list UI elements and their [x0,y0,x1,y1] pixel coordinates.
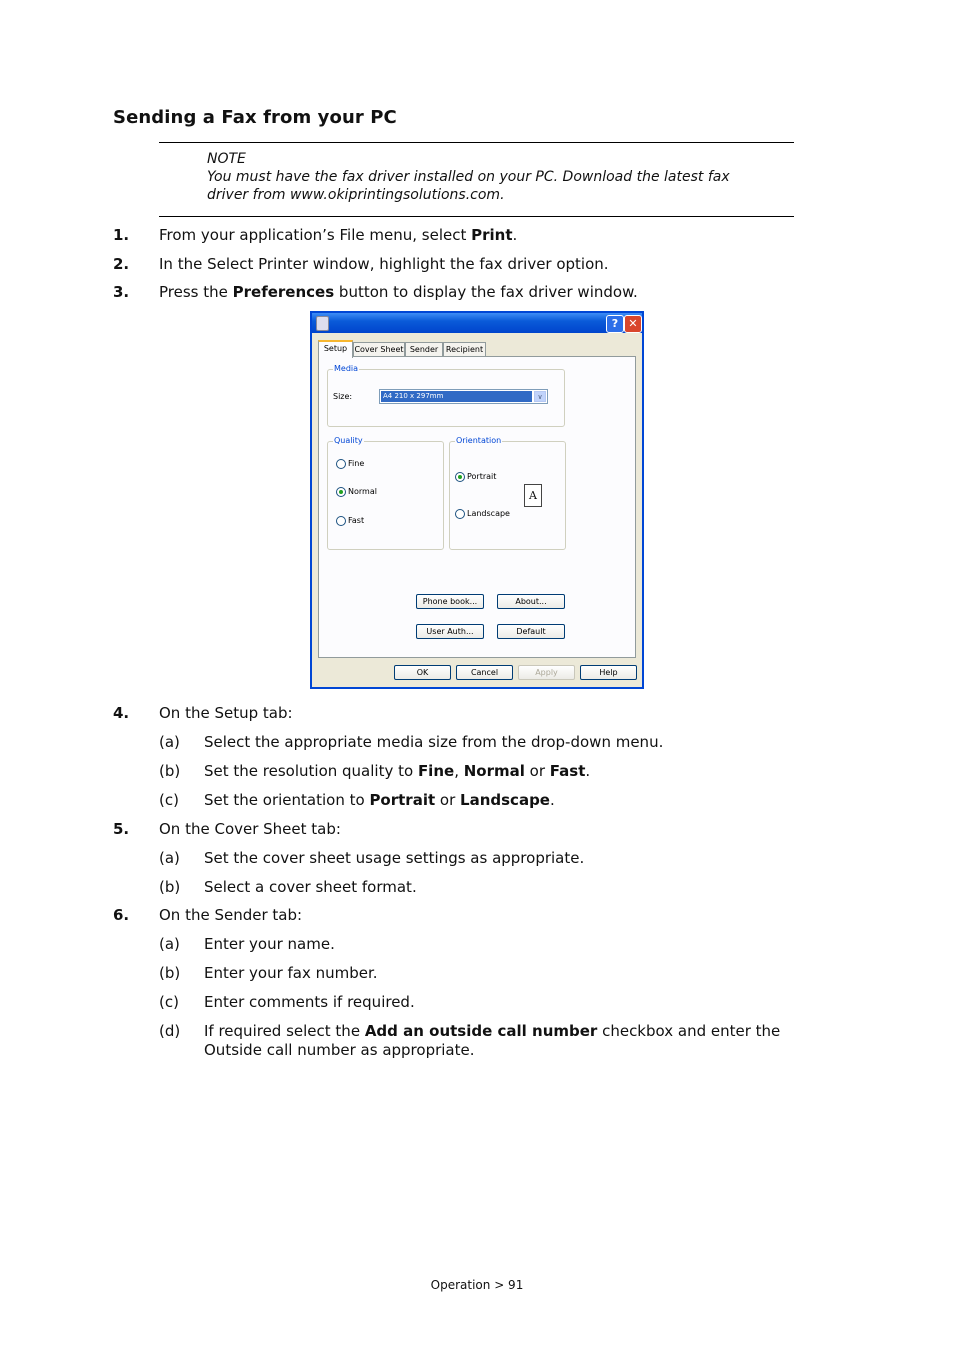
note-text: You must have the fax driver installed on your PC. Download the latest fax driver from www.okiprintingsolutions.com. [207,169,730,203]
step-number: 2. [113,255,130,273]
user-auth-button[interactable]: User Auth... [416,624,484,639]
size-label: Size: [333,392,353,401]
page-footer: Operation > 91 [430,1278,524,1292]
step-number: 5. [113,820,130,838]
cancel-button[interactable]: Cancel [456,665,513,680]
step-number: 6. [113,906,130,924]
step-text: On the Sender tab: [159,906,303,924]
radio-landscape[interactable] [455,509,465,519]
substep-label: (b) [159,762,181,780]
substep-label: (b) [159,964,181,982]
radio-fast-label: Fast [348,516,365,525]
quality-group [327,436,444,550]
about-button[interactable]: About... [497,594,565,609]
note-label: NOTE [207,151,246,167]
phone-book-button[interactable]: Phone book... [416,594,484,609]
radio-landscape-label: Landscape [467,509,510,518]
tab-setup[interactable]: Setup [318,340,353,358]
substep-label: (a) [159,733,180,751]
substep-text: Set the resolution quality to Fine, Normal or Fast. [204,762,591,780]
substep-label: (a) [159,935,180,953]
portrait-page-icon: A [524,484,542,507]
step-text: From your application’s File menu, select Print. [159,226,518,244]
radio-portrait[interactable] [455,472,465,482]
orientation-group-label: Orientation [456,436,502,445]
step-number: 4. [113,704,130,722]
radio-fine-label: Fine [348,459,365,468]
substep-label: (c) [159,791,179,809]
radio-fast[interactable] [336,516,346,526]
tab-recipient[interactable]: Recipient [443,342,486,357]
tab-sender[interactable]: Sender [405,342,443,357]
tab-cover-sheet[interactable]: Cover Sheet [353,342,405,357]
size-dropdown-value: A4 210 x 297mm [381,391,532,402]
note-bottom-rule [159,216,794,217]
substep-text: Select a cover sheet format. [204,878,417,896]
size-dropdown[interactable] [379,389,548,404]
default-button[interactable]: Default [497,624,565,639]
step-number: 3. [113,283,130,301]
printer-icon [316,316,329,331]
quality-group-label: Quality [334,436,363,445]
substep-text: Enter your name. [204,935,335,953]
radio-normal-label: Normal [348,487,377,496]
step-text: In the Select Printer window, highlight the fax driver option. [159,255,609,273]
dialog-titlebar [312,313,642,333]
help-icon[interactable]: ? [606,315,624,333]
substep-text: Set the cover sheet usage settings as appropriate. [204,849,585,867]
substep-text: Enter your fax number. [204,964,378,982]
media-group [327,364,565,427]
close-icon[interactable]: ✕ [624,315,642,333]
substep-text: Enter comments if required. [204,993,415,1011]
substep-text: Select the appropriate media size from the drop-down menu. [204,733,664,751]
step-text: On the Setup tab: [159,704,293,722]
radio-fine[interactable] [336,459,346,469]
substep-text: Set the orientation to Portrait or Landscape. [204,791,555,809]
substep-label: (c) [159,993,179,1011]
page-heading: Sending a Fax from your PC [113,107,397,128]
substep-text: If required select the Add an outside call number checkbox and enter the Outside call number as appropriate. [204,1022,781,1059]
step-text: Press the Preferences button to display the fax driver window. [159,283,638,301]
substep-label: (a) [159,849,180,867]
help-button[interactable]: Help [580,665,637,680]
note-top-rule [159,142,794,143]
step-text: On the Cover Sheet tab: [159,820,341,838]
ok-button[interactable]: OK [394,665,451,680]
chevron-down-icon[interactable]: ∨ [534,391,546,402]
fax-driver-dialog-screenshot [310,311,644,689]
substep-label: (b) [159,878,181,896]
radio-normal[interactable] [336,487,346,497]
radio-portrait-label: Portrait [467,472,497,481]
substep-label: (d) [159,1022,181,1040]
orientation-group [449,436,566,550]
apply-button[interactable]: Apply [518,665,575,680]
setup-panel [318,356,636,658]
media-group-label: Media [334,364,359,373]
step-number: 1. [113,226,130,244]
